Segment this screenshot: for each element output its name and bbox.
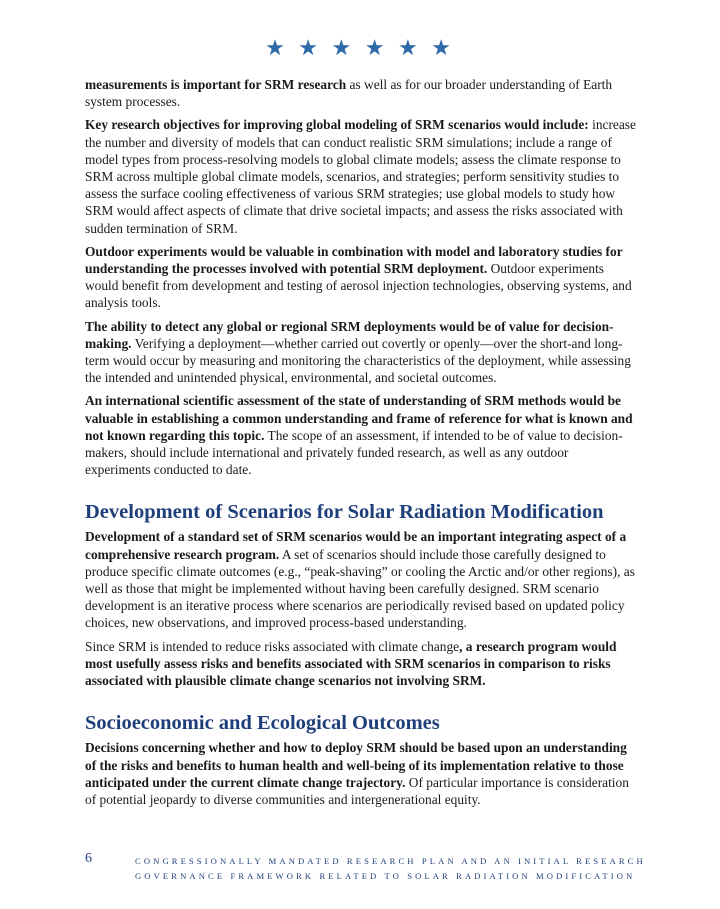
paragraph-text: Outdoor experiments would benefit from development and testing of aerosol injection technologies, observing systems, and analysis tools. [85, 261, 632, 311]
section-heading-scenarios: Development of Scenarios for Solar Radiation Modification [85, 501, 604, 524]
running-footer-line: GOVERNANCE FRAMEWORK RELATED TO SOLAR RADIATION MODIFICATION [135, 871, 636, 881]
paragraph [85, 739, 637, 808]
paragraph [85, 392, 637, 478]
paragraph-text: A set of scenarios should include those carefully designed to produce specific climate outcomes (e.g., “peak-shaving” or cooling the Arctic and/or other regions), as well as those that might be implemented without having been carefully designed. SRM scenario development is an iterative process where scenarios are periodically revised based on updated policy choices, new observations, and improved process-based understanding. [85, 546, 635, 631]
paragraph [85, 318, 637, 387]
paragraph [85, 528, 637, 631]
section-heading-outcomes: Socioeconomic and Ecological Outcomes [85, 712, 440, 735]
paragraph-text: as well as for our broader understanding of Earth system processes. [85, 77, 613, 110]
running-footer-line: CONGRESSIONALLY MANDATED RESEARCH PLAN AND AN INITIAL RESEARCH [135, 856, 646, 866]
paragraph-lead: measurements is important for SRM research [85, 77, 347, 92]
paragraph-lead: Development of a standard set of SRM scenarios would be an important integrating aspect of a comprehensive research program. [85, 529, 627, 562]
paragraph [85, 116, 637, 236]
paragraph-text: The scope of an assessment, if intended to be of value to decision-makers, should include international and privately funded research, as well as any outdoor experiments conducted to date. [85, 427, 623, 478]
paragraph-text: increase the number and diversity of models that can conduct realistic SRM simulations; include a range of model types from process-resolving models to global climate models; assess the climate response to SRM across multiple global climate models, scenarios, and strategies; perform sensitivity studies to assess the surface cooling effectiveness of various SRM strategies; use global models to study how SRM would affect aspects of climate that drive societal impacts; and assess the risks associated with sudden termination of SRM. [85, 117, 636, 236]
paragraph [85, 243, 637, 312]
page-number: 6 [85, 851, 92, 866]
paragraph-text: Since SRM is intended to reduce risks associated with climate change [85, 638, 460, 654]
paragraph-text: Verifying a deployment—whether carried out covertly or openly—over the short-and long-term would occur by measuring and monitoring the characteristics of the deployment, while assessing the intended and unintended physical, environmental, and societal outcomes. [85, 335, 631, 386]
paragraph-lead: Outdoor experiments would be valuable in combination with model and laboratory studies for understanding the processes involved with potential SRM deployment. [85, 243, 623, 277]
page-body [85, 76, 637, 814]
paragraph [85, 638, 637, 690]
header-stars: ★ ★ ★ ★ ★ ★ [265, 35, 455, 60]
running-footer [135, 854, 645, 884]
paragraph-lead: An international scientific assessment of the state of understanding of SRM methods would be valuable in establishing a common understanding and frame of reference for what is known and not known regarding this topic. [85, 393, 633, 443]
paragraph-lead: The ability to detect any global or regional SRM deployments would be of value for decision-making. [85, 318, 614, 351]
paragraph [85, 76, 637, 110]
paragraph-emphasis: , a research program would most usefully assess risks and benefits associated with SRM scenarios in comparison to risks associated with plausible climate change scenarios not involving SRM. [85, 638, 617, 689]
paragraph-text: Of particular importance is consideration of potential jeopardy to diverse communities and intergenerational equity. [85, 774, 629, 807]
paragraph-lead: Decisions concerning whether and how to deploy SRM should be based upon an understanding of the risks and benefits to human health and well-being of its implementation relative to those anticipated under the current climate change trajectory. [85, 740, 627, 790]
paragraph-lead: Key research objectives for improving global modeling of SRM scenarios would include: [85, 117, 589, 133]
